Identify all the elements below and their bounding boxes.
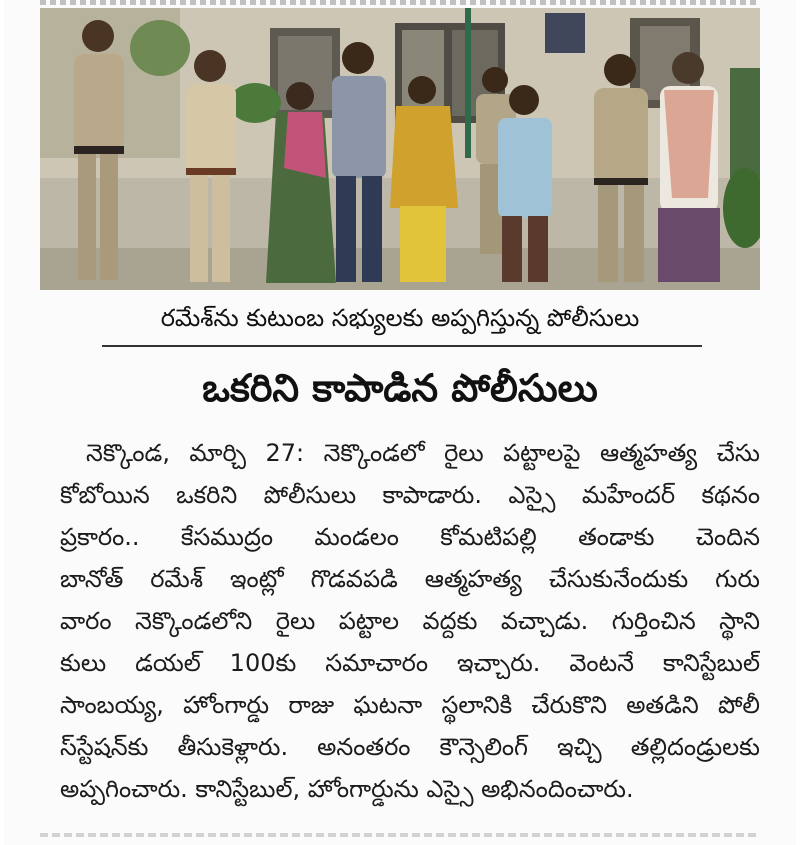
bottom-divider	[40, 833, 760, 837]
headline: ఒకరిని కాపాడిన పోలీసులు	[202, 366, 598, 410]
body-line: కోబోయిన ఒకరిని పోలీసులు కాపాడారు. ఎస్సై మహేందర్ కథనం	[60, 481, 760, 509]
article-body	[60, 432, 760, 810]
body-line: కులు డయల్ 100కు సమాచారం ఇచ్చారు. వెంటనే కానిస్టేబుల్	[60, 649, 760, 677]
news-photo	[40, 8, 760, 290]
body-line: ప్రకారం.. కేసముద్రం మండలం కోమటిపల్లి తండాకు చెందిన	[60, 523, 760, 551]
body-line: వారం నెక్కొండలోని రైలు పట్టాల వద్దకు వచ్చాడు. గుర్తించిన స్థాని	[60, 607, 760, 635]
caption-divider	[102, 345, 702, 347]
body-line: నెక్కొండ, మార్చి 27: నెక్కొండలో రైలు పట్టాలపై ఆత్మహత్య చేసు	[86, 439, 760, 467]
group-photo-icon	[40, 8, 760, 290]
body-line: స్‌స్టేషన్‌కు తీసుకెళ్లారు. అనంతరం కౌన్సెలింగ్ ఇచ్చి తల్లిదండ్రులకు	[60, 733, 760, 761]
top-divider	[40, 0, 760, 5]
body-line: అప్పగించారు. కానిస్టేబుల్, హోంగార్డును ఎస్సై అభినందించారు.	[60, 775, 634, 803]
body-line: బానోత్ రమేశ్ ఇంట్లో గొడవపడి ఆత్మహత్య చేసుకునేందుకు గురు	[60, 565, 760, 593]
body-line: సాంబయ్య, హోంగార్డు రాజు ఘటనా స్థలానికి చేరుకొని అతడిని పోలీ	[60, 691, 760, 719]
newspaper-clipping	[4, 0, 796, 845]
photo-caption: రమేశ్‌ను కుటుంబ సభ్యులకు అప్పగిస్తున్న పోలీసులు	[160, 304, 640, 332]
